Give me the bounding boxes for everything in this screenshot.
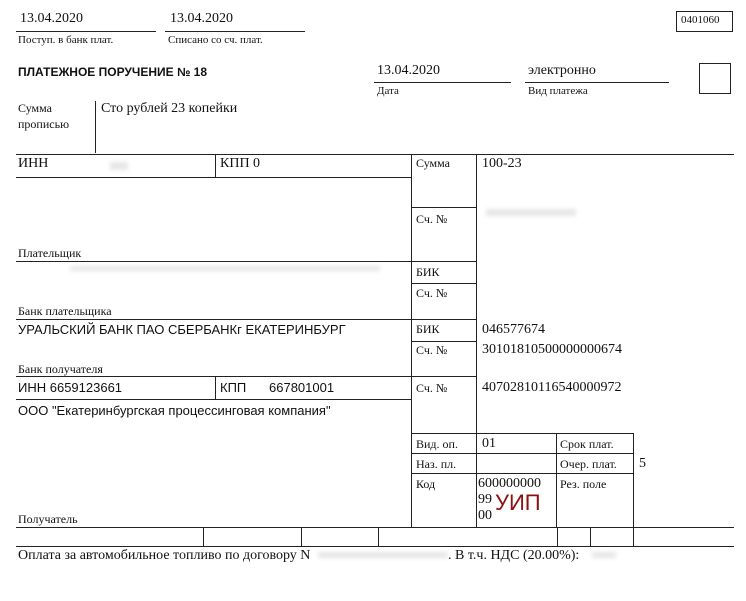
redacted (70, 266, 380, 271)
divider (16, 319, 476, 320)
payee-account-label: Сч. № (416, 381, 448, 395)
payee-inn: ИНН 6659123661 (18, 380, 123, 395)
divider (476, 154, 477, 527)
date-debited: 13.04.2020 (170, 11, 233, 26)
divider (633, 527, 634, 546)
amount-words: Сто рублей 23 копейки (101, 101, 238, 116)
purpose-text-end: . В т.ч. НДС (20.00%): (448, 548, 580, 563)
divider (95, 101, 96, 153)
payee-corr-account: 30101810500000000674 (482, 342, 622, 357)
divider (16, 546, 734, 547)
redacted (110, 162, 128, 170)
payer-bank-label: Банк плательщика (18, 304, 112, 318)
payee-corr-label: Сч. № (416, 343, 448, 357)
uip-mark: УИП (495, 490, 541, 515)
payee-kpp-label: КПП (220, 380, 247, 395)
purpose-text-start: Оплата за автомобильное топливо по договору N (18, 548, 311, 563)
payee-bank-name: УРАЛЬСКИЙ БАНК ПАО СБЕРБАНКг ЕКАТЕРИНБУРГ (18, 322, 346, 337)
queue: 5 (639, 456, 646, 471)
purpose-code-label: Наз. пл. (416, 457, 457, 471)
op-type: 01 (482, 436, 496, 451)
payer-account-label: Сч. № (416, 212, 448, 226)
payee-name: ООО "Екатеринбургская процессинговая компания" (18, 403, 331, 418)
code-label: Код (416, 477, 436, 491)
divider (203, 527, 204, 546)
order-date-label: Дата (377, 85, 399, 97)
payee-bik: 046577674 (482, 322, 545, 337)
payer-label: Плательщик (18, 246, 82, 260)
code-line-3: 00 (478, 508, 492, 523)
divider (16, 527, 734, 528)
divider (215, 376, 216, 399)
divider (590, 527, 591, 546)
queue-label: Очер. плат. (560, 457, 617, 471)
divider (411, 433, 633, 434)
payer-bik-label: БИК (416, 265, 440, 279)
form-code-box (676, 11, 733, 32)
sum-label: Сумма (416, 156, 450, 170)
sum-value: 100-23 (482, 156, 522, 171)
divider (556, 433, 557, 527)
payer-inn-label: ИНН (18, 156, 49, 171)
op-type-label: Вид. оп. (416, 437, 458, 451)
date-received: 13.04.2020 (20, 11, 83, 26)
payee-bik-label: БИК (416, 322, 440, 336)
divider (16, 177, 411, 178)
term-label: Срок плат. (560, 437, 614, 451)
redacted (592, 552, 616, 558)
payee-label: Получатель (18, 512, 78, 526)
divider (411, 341, 476, 342)
divider (633, 433, 634, 527)
divider (215, 154, 216, 177)
date-debited-label: Списано со сч. плат. (168, 34, 263, 46)
divider (374, 82, 511, 83)
amount-words-label-1: Сумма (18, 101, 52, 115)
divider (16, 154, 734, 155)
payer-corr-label: Сч. № (416, 286, 448, 300)
divider (525, 82, 669, 83)
divider (16, 399, 411, 400)
code-line-1: 600000000 (478, 476, 541, 491)
amount-words-label-2: прописью (18, 117, 70, 131)
payment-type: электронно (528, 63, 596, 78)
date-received-label: Поступ. в банк плат. (18, 34, 114, 46)
divider (411, 453, 633, 454)
code-line-2: 99 (478, 492, 492, 507)
divider (557, 527, 558, 546)
payee-account: 40702810116540000972 (482, 380, 622, 395)
payee-bank-label: Банк получателя (18, 362, 103, 376)
status-box (699, 63, 731, 94)
divider (165, 31, 305, 32)
divider (301, 527, 302, 546)
form-code: 0401060 (681, 14, 720, 26)
divider (378, 527, 379, 546)
payer-kpp-label: КПП 0 (220, 156, 261, 171)
divider (16, 261, 476, 262)
redacted (318, 552, 448, 558)
divider (411, 473, 633, 474)
divider (411, 207, 476, 208)
page-title: ПЛАТЕЖНОЕ ПОРУЧЕНИЕ № 18 (18, 65, 208, 79)
payment-type-label: Вид платежа (528, 85, 588, 97)
divider (411, 283, 476, 284)
order-date: 13.04.2020 (377, 63, 440, 78)
payee-kpp: 667801001 (269, 380, 335, 395)
redacted (486, 209, 576, 216)
reserve-label: Рез. поле (560, 477, 607, 491)
divider (16, 31, 156, 32)
